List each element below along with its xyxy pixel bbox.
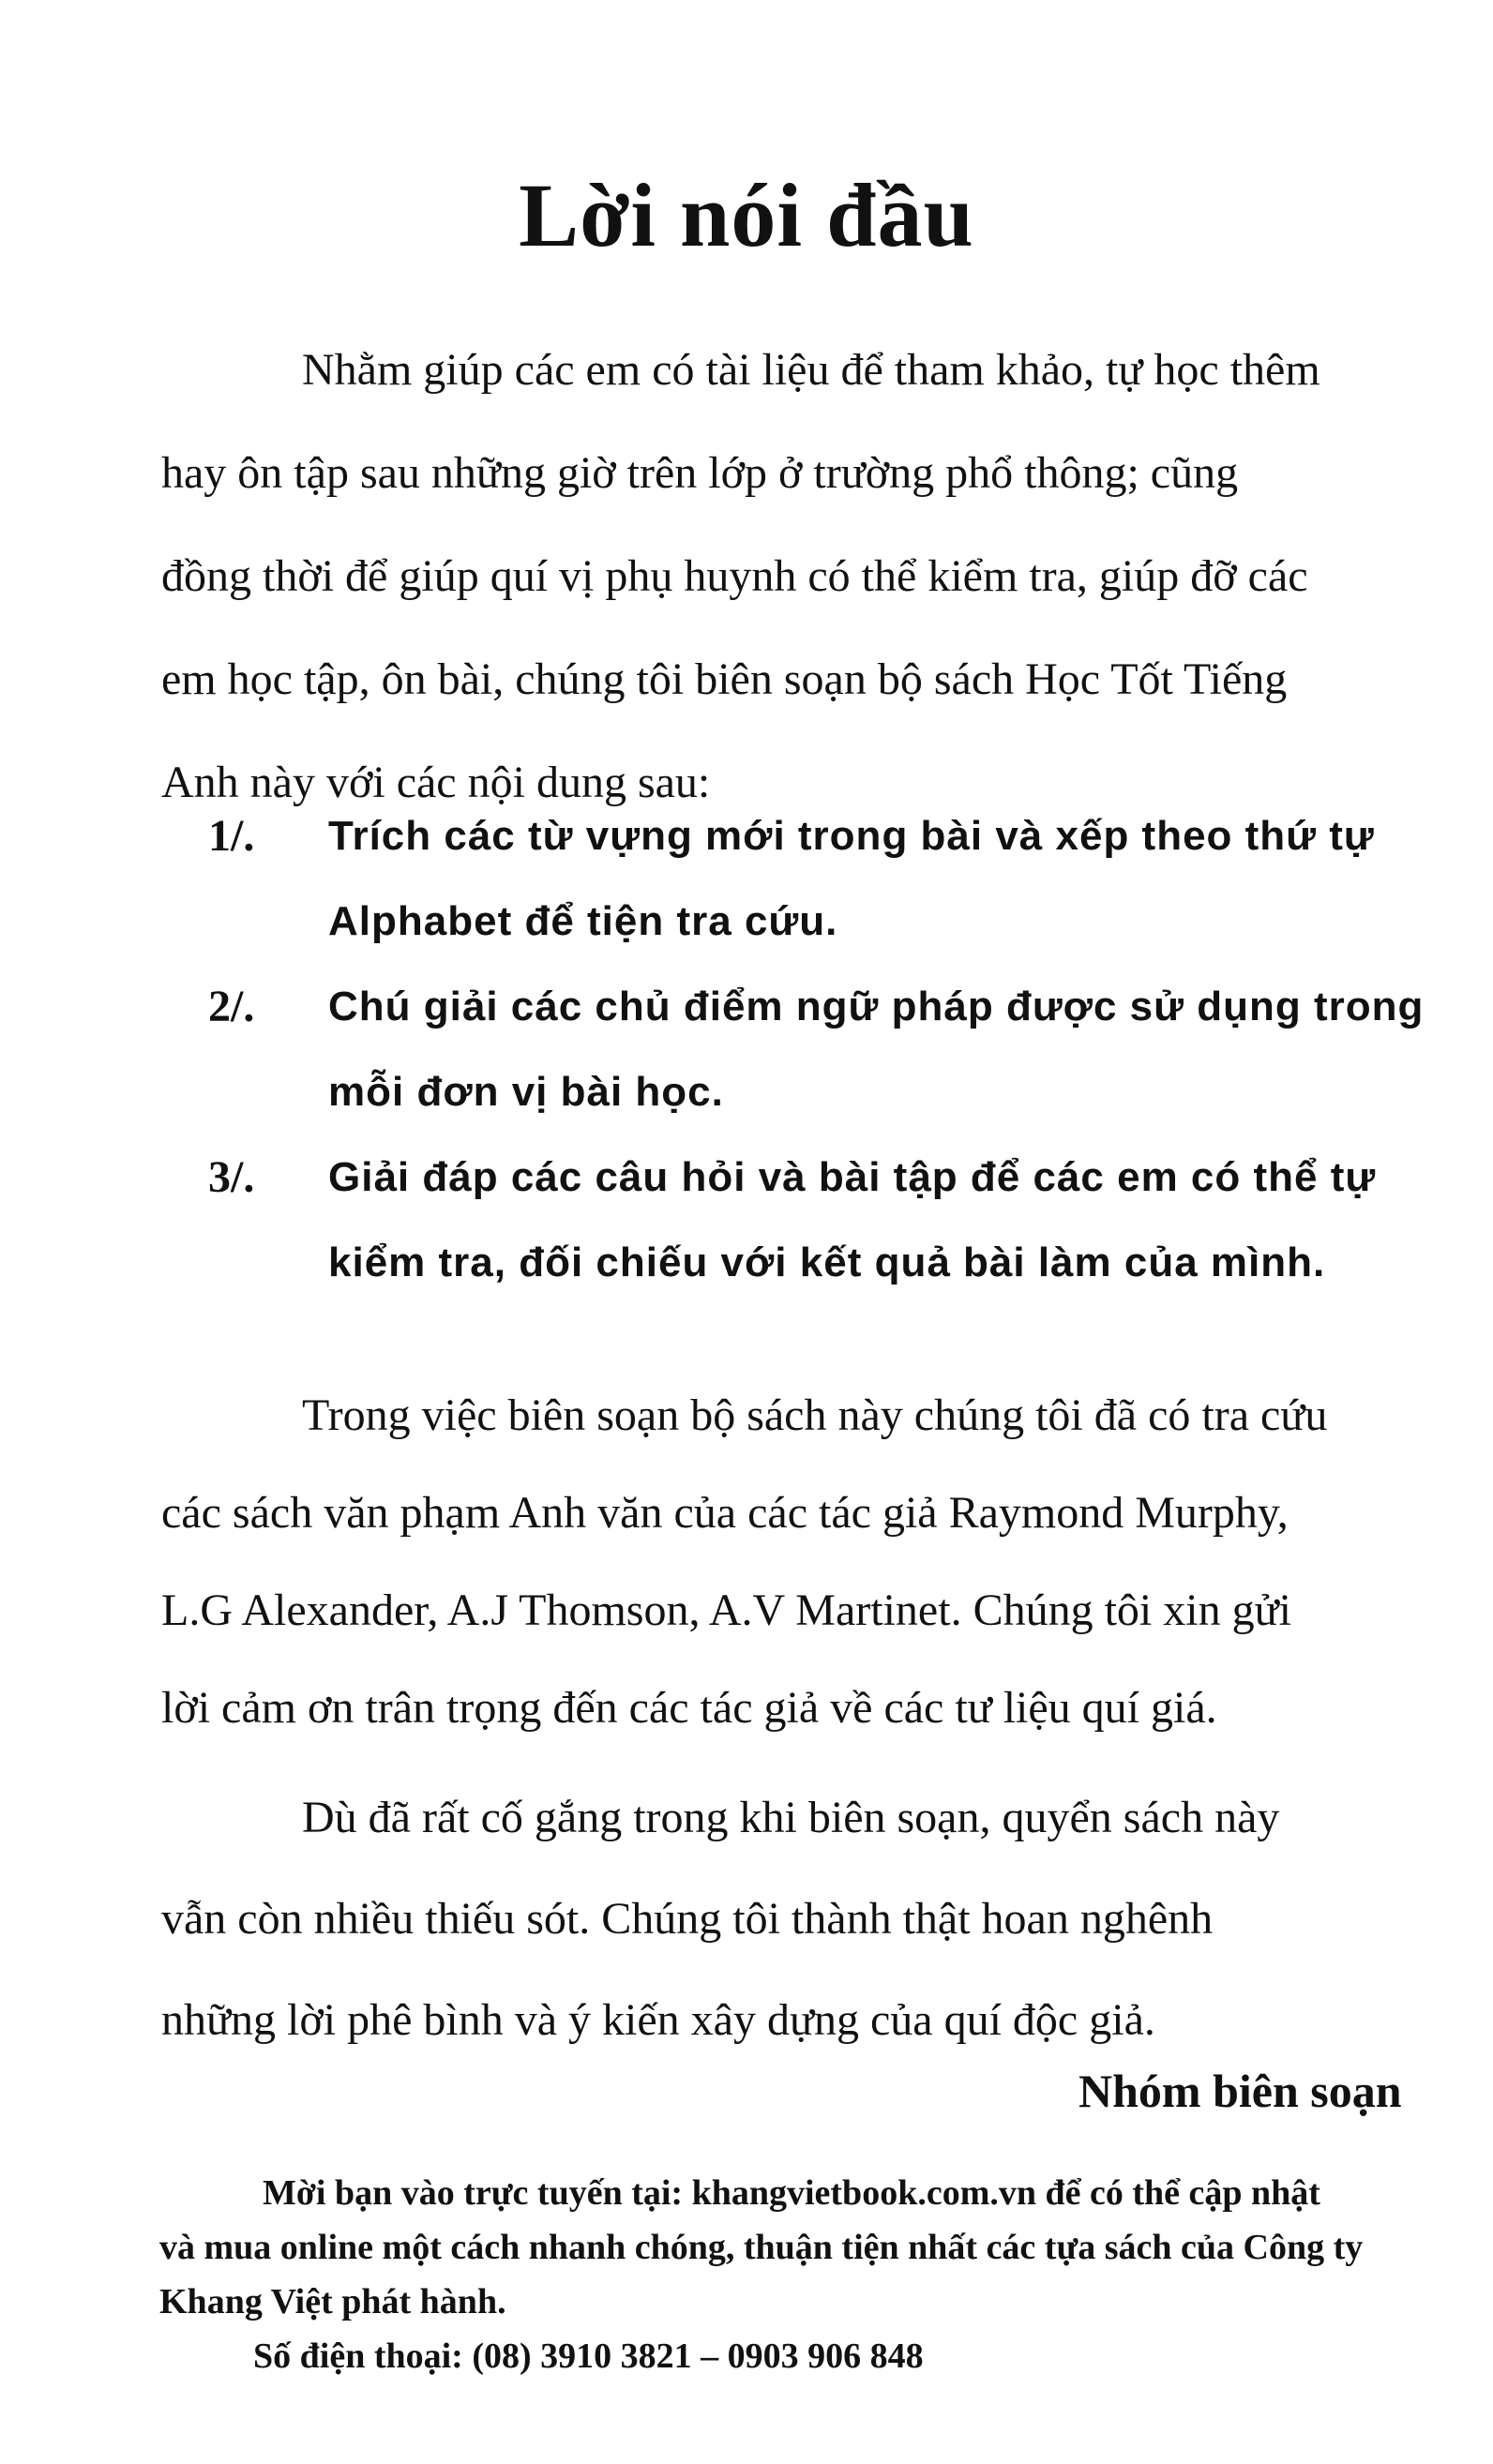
references-line: L.G Alexander, A.J Thomson, A.V Martinet. Chúng tôi xin gửi	[161, 1585, 1291, 1635]
list-item-number: 3/.	[208, 1152, 255, 1202]
list-item	[0, 1134, 1493, 1305]
list-item-number: 2/.	[208, 982, 255, 1031]
list-item-text	[328, 793, 1491, 964]
intro-line: Nhằm giúp các em có tài liệu để tham khảo, tự học thêm	[302, 345, 1320, 395]
list-item-line: Trích các từ vựng mới trong bài và xếp theo thứ tự	[328, 813, 1375, 859]
content-list	[0, 793, 1493, 1305]
list-item-number: 1/.	[208, 811, 255, 861]
list-item-line: Chú giải các chủ điểm ngữ pháp được sử dụng trong	[328, 984, 1425, 1029]
notice-line: Khang Việt phát hành.	[159, 2282, 506, 2321]
intro-line: đồng thời để giúp quí vị phụ huynh có thể kiểm tra, giúp đỡ các	[161, 551, 1308, 601]
references-line: Trong việc biên soạn bộ sách này chúng tôi đã có tra cứu	[302, 1390, 1328, 1440]
closing-line: Dù đã rất cố gắng trong khi biên soạn, quyển sách này	[302, 1793, 1280, 1842]
intro-line: hay ôn tập sau những giờ trên lớp ở trường phổ thông; cũng	[161, 448, 1239, 498]
list-item-line: mỗi đơn vị bài học.	[328, 1069, 724, 1115]
list-item	[0, 964, 1493, 1134]
closing-paragraph	[161, 1767, 1493, 2071]
publisher-notice	[159, 2166, 1491, 2383]
intro-line: em học tập, ôn bài, chúng tôi biên soạn bộ sách Học Tốt Tiếng	[161, 654, 1288, 704]
list-item-line: Alphabet để tiện tra cứu.	[328, 898, 838, 944]
notice-line: Mời bạn vào trực tuyến tại: khangvietbook.com.vn để có thể cập nhật	[263, 2173, 1320, 2213]
list-item-line: kiểm tra, đối chiếu với kết quả bài làm của mình.	[328, 1240, 1326, 1285]
references-line: các sách văn phạm Anh văn của các tác giả Raymond Murphy,	[161, 1488, 1289, 1538]
list-item	[0, 793, 1493, 964]
page-title: Lời nói đầu	[519, 165, 974, 265]
references-line: lời cảm ơn trân trọng đến các tác giả về các tư liệu quí giá.	[161, 1683, 1217, 1733]
list-item-line: Giải đáp các câu hỏi và bài tập để các em có thể tự	[328, 1154, 1377, 1200]
signature: Nhóm biên soạn	[1078, 2065, 1402, 2117]
closing-line: vẫn còn nhiều thiếu sót. Chúng tôi thành thật hoan nghênh	[161, 1894, 1214, 1944]
list-item-text	[328, 964, 1491, 1134]
phone-line: Số điện thoại: (08) 3910 3821 – 0903 906 848	[253, 2336, 924, 2376]
closing-line: những lời phê bình và ý kiến xây dựng của quí độc giả.	[161, 1995, 1155, 2045]
intro-line: Anh này với các nội dung sau:	[161, 758, 711, 807]
intro-paragraph	[161, 319, 1493, 834]
list-item-text	[328, 1134, 1491, 1305]
notice-line: và mua online một cách nhanh chóng, thuận tiện nhất các tựa sách của Công ty	[159, 2228, 1364, 2267]
references-paragraph	[161, 1367, 1493, 1757]
